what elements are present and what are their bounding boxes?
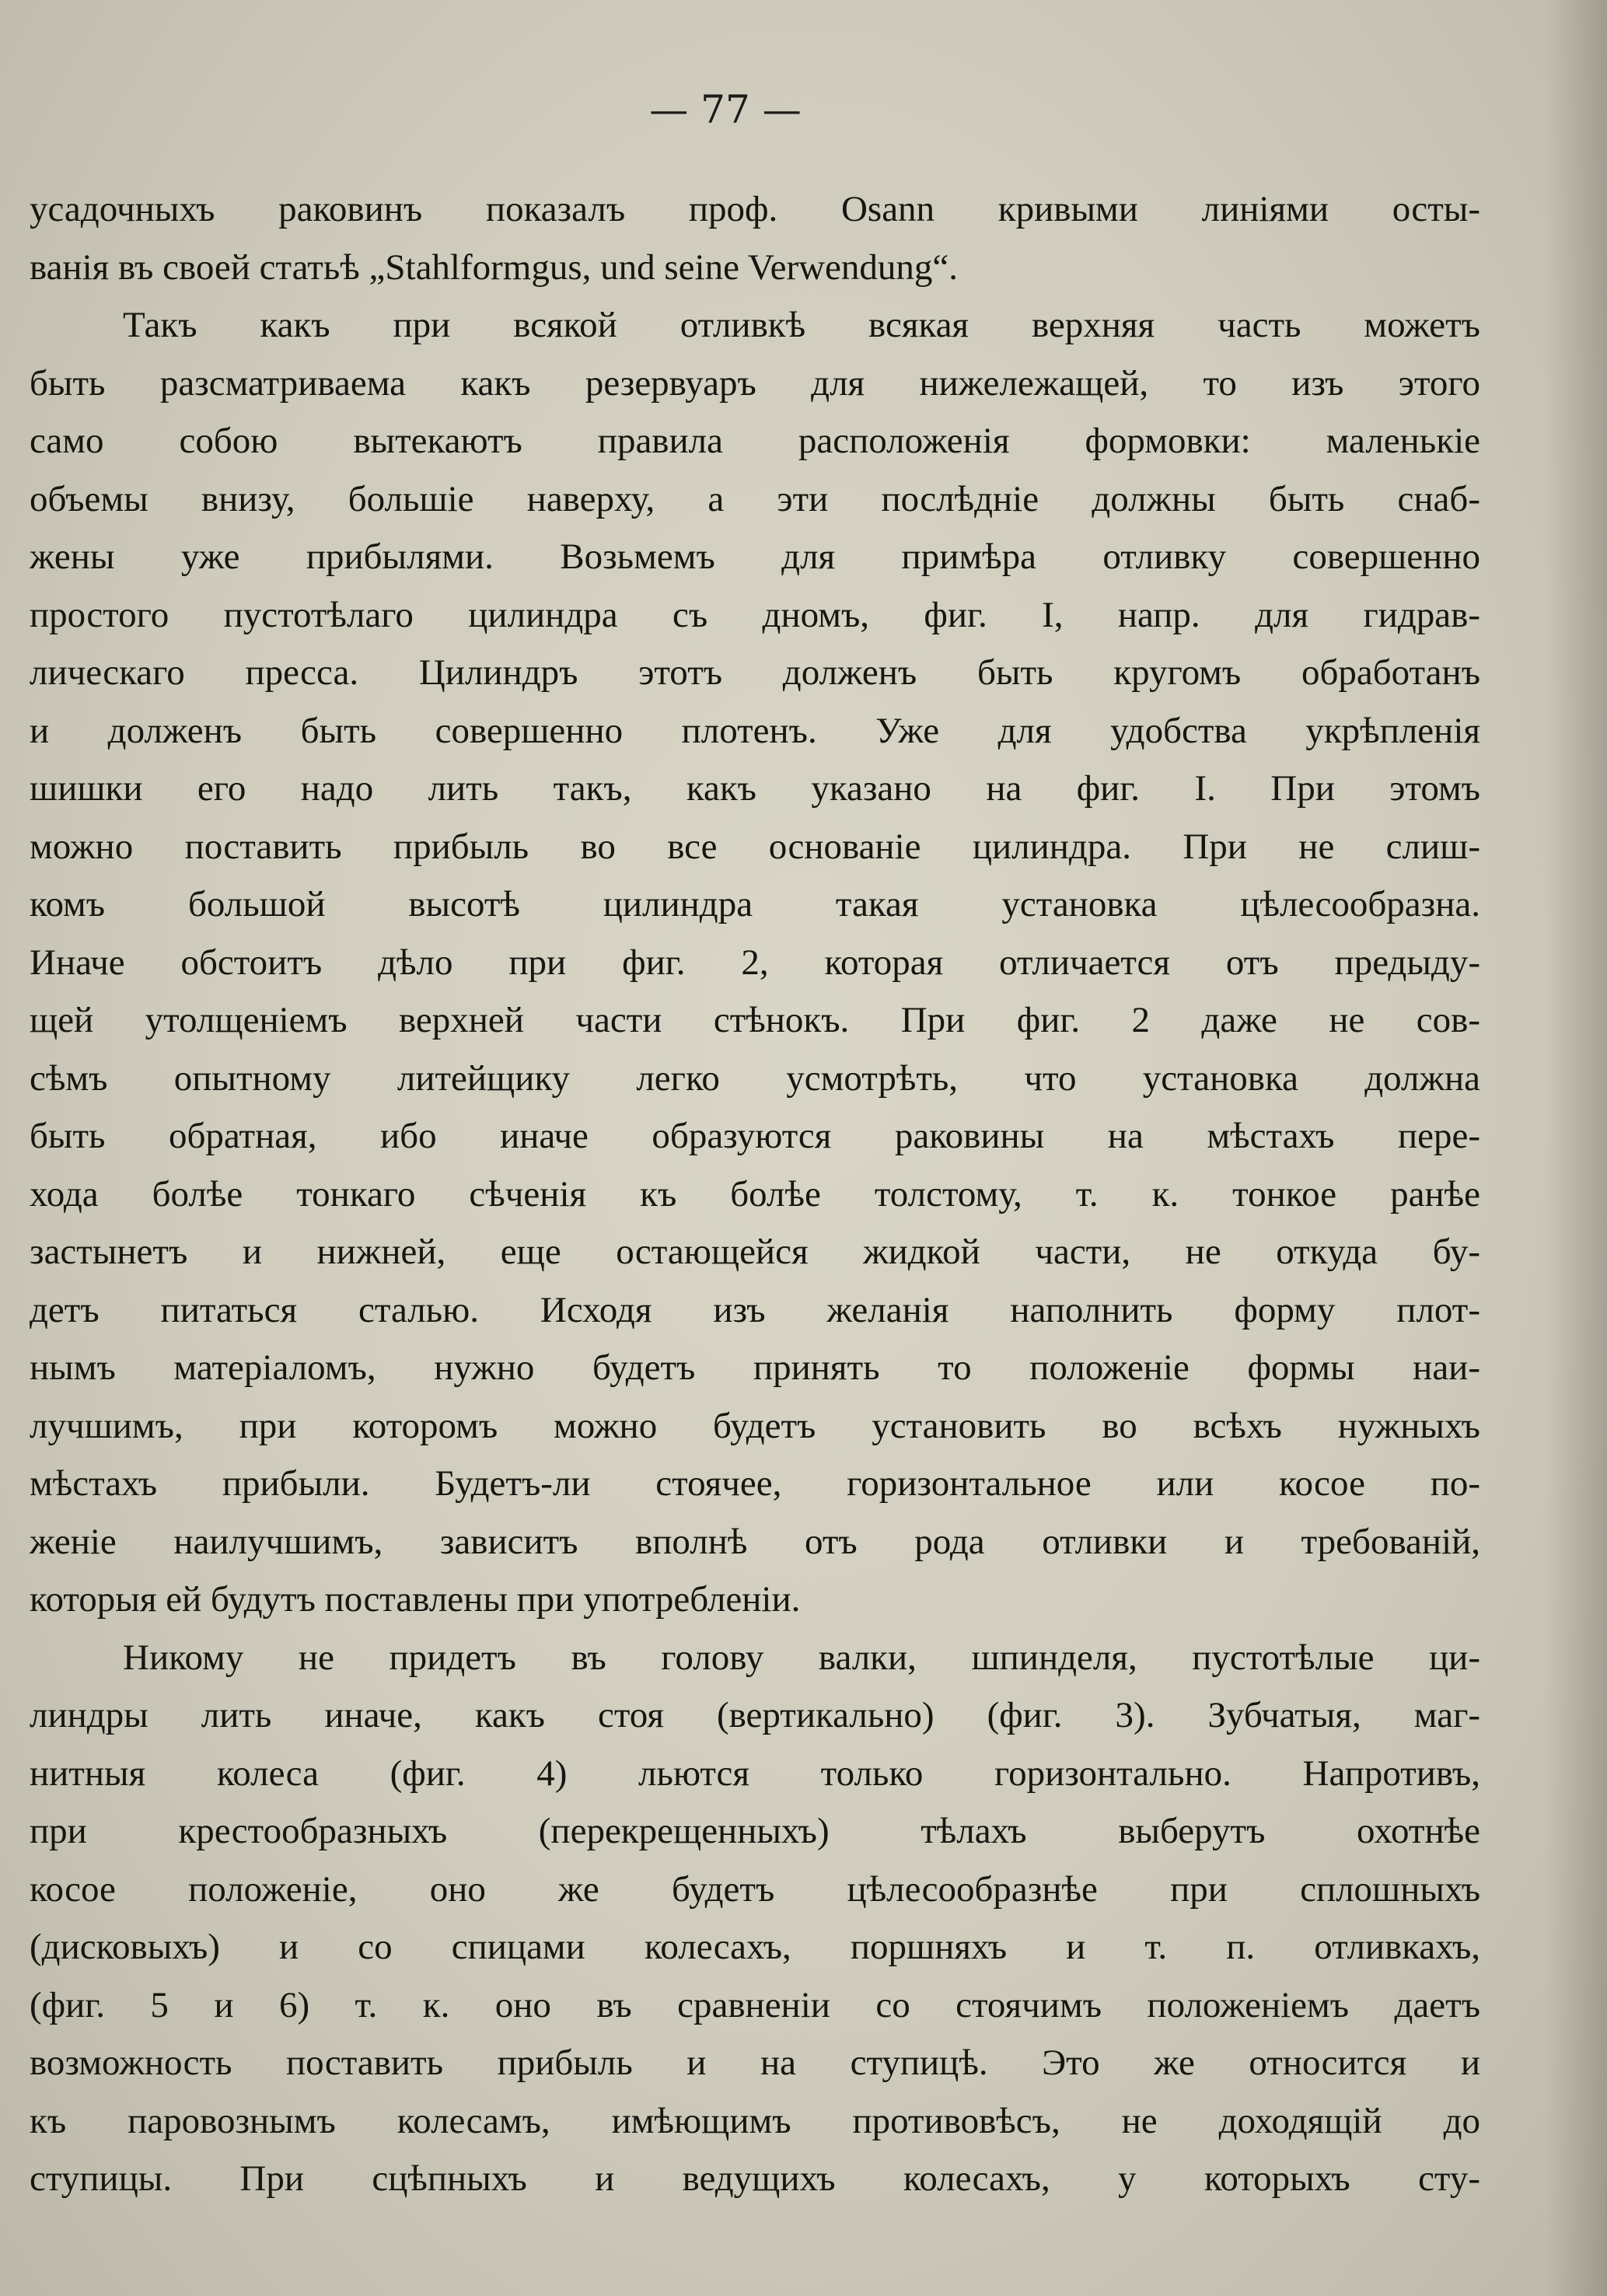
text-line: при крестообразныхъ (перекрещенныхъ) тѣлахъ выберутъ охотнѣе bbox=[30, 1811, 1480, 1851]
paragraph-2 bbox=[30, 296, 1480, 1629]
text-line: хода болѣе тонкаго сѣченія къ болѣе толстому, т. к. тонкое ранѣе bbox=[30, 1173, 1480, 1214]
text-line: Иначе обстоитъ дѣло при фиг. 2, которая отличается отъ предыду- bbox=[30, 942, 1480, 983]
body-text bbox=[30, 180, 1480, 2208]
text-line: линдры лить иначе, какъ стоя (вертикально) (фиг. 3). Зубчатыя, маг- bbox=[30, 1695, 1480, 1735]
text-line: нымъ матеріаломъ, нужно будетъ принять то положеніе формы наи- bbox=[30, 1347, 1480, 1388]
text-line: Никому не придетъ въ голову валки, шпинделя, пустотѣлые ци- bbox=[123, 1637, 1480, 1678]
text-line: само собою вытекаютъ правила расположенія формовки: маленькіе bbox=[30, 421, 1480, 461]
text-line: лическаго пресса. Цилиндръ этотъ долженъ быть кругомъ обработанъ bbox=[30, 652, 1480, 693]
text-line: комъ большой высотѣ цилиндра такая установка цѣлесообразна. bbox=[30, 884, 1480, 924]
text-line: можно поставить прибыль во все основаніе цилиндра. При не слиш- bbox=[30, 826, 1480, 867]
text-line: детъ питаться сталью. Исходя изъ желанія наполнить форму плот- bbox=[30, 1289, 1480, 1330]
text-line: Такъ какъ при всякой отливкѣ всякая верхняя часть можетъ bbox=[123, 305, 1480, 345]
text-line: жены уже прибылями. Возьмемъ для примѣра отливку совершенно bbox=[30, 536, 1480, 577]
text-line: застынетъ и нижней, еще остающейся жидкой части, не откуда бу- bbox=[30, 1232, 1480, 1272]
page-edge-shadow bbox=[1545, 0, 1607, 2296]
text-line: ванія въ своей статьѣ „Stahlformgus, und seine Verwendung“. bbox=[30, 246, 959, 288]
text-line: щей утолщеніемъ верхней части стѣнокъ. При фиг. 2 даже не сов- bbox=[30, 1000, 1480, 1040]
text-line: шишки его надо лить такъ, какъ указано на фиг. I. При этомъ bbox=[30, 768, 1480, 809]
paragraph-1 bbox=[30, 180, 1480, 296]
text-line: сѣмъ опытному литейщику легко усмотрѣть, что установка должна bbox=[30, 1057, 1480, 1099]
text-line: быть разсматриваема какъ резервуаръ для нижележащей, то изъ этого bbox=[30, 362, 1480, 404]
text-line: женіе наилучшимъ, зависитъ вполнѣ отъ рода отливки и требованій, bbox=[30, 1521, 1480, 1562]
text-line: косое положеніе, оно же будетъ цѣлесообразнѣе при сплошныхъ bbox=[30, 1868, 1480, 1910]
text-line: (фиг. 5 и 6) т. к. оно въ сравненіи со стоячимъ положеніемъ даетъ bbox=[30, 1984, 1480, 2025]
text-line: которыя ей будутъ поставлены при употребленіи. bbox=[30, 1579, 801, 1620]
text-line: (дисковыхъ) и со спицами колесахъ, поршняхъ и т. п. отливкахъ, bbox=[30, 1927, 1480, 1967]
page-number: — 77 — bbox=[649, 87, 802, 132]
text-line: и долженъ быть совершенно плотенъ. Уже для удобства укрѣпленія bbox=[30, 710, 1480, 751]
text-line: ступицы. При сцѣпныхъ и ведущихъ колесахъ, у которыхъ сту- bbox=[30, 2158, 1480, 2199]
paragraph-3 bbox=[30, 1629, 1480, 2208]
text-line: усадочныхъ раковинъ показалъ проф. Osann кривыми линіями осты- bbox=[30, 189, 1480, 229]
text-line: къ паровознымъ колесамъ, имѣющимъ противовѣсъ, не доходящій до bbox=[30, 2100, 1480, 2141]
text-line: объемы внизу, большіе наверху, а эти послѣдніе должны быть снаб- bbox=[30, 478, 1480, 519]
text-line: нитныя колеса (фиг. 4) льются только горизонтально. Напротивъ, bbox=[30, 1753, 1480, 1794]
text-line: быть обратная, ибо иначе образуются раковины на мѣстахъ пере- bbox=[30, 1116, 1480, 1156]
text-line: мѣстахъ прибыли. Будетъ-ли стоячее, горизонтальное или косое по- bbox=[30, 1463, 1480, 1504]
text-line: простого пустотѣлаго цилиндра съ дномъ, фиг. I, напр. для гидрав- bbox=[30, 594, 1480, 635]
text-line: лучшимъ, при которомъ можно будетъ установить во всѣхъ нужныхъ bbox=[30, 1405, 1480, 1446]
text-line: возможность поставить прибыль и на ступицѣ. Это же относится и bbox=[30, 2043, 1480, 2083]
